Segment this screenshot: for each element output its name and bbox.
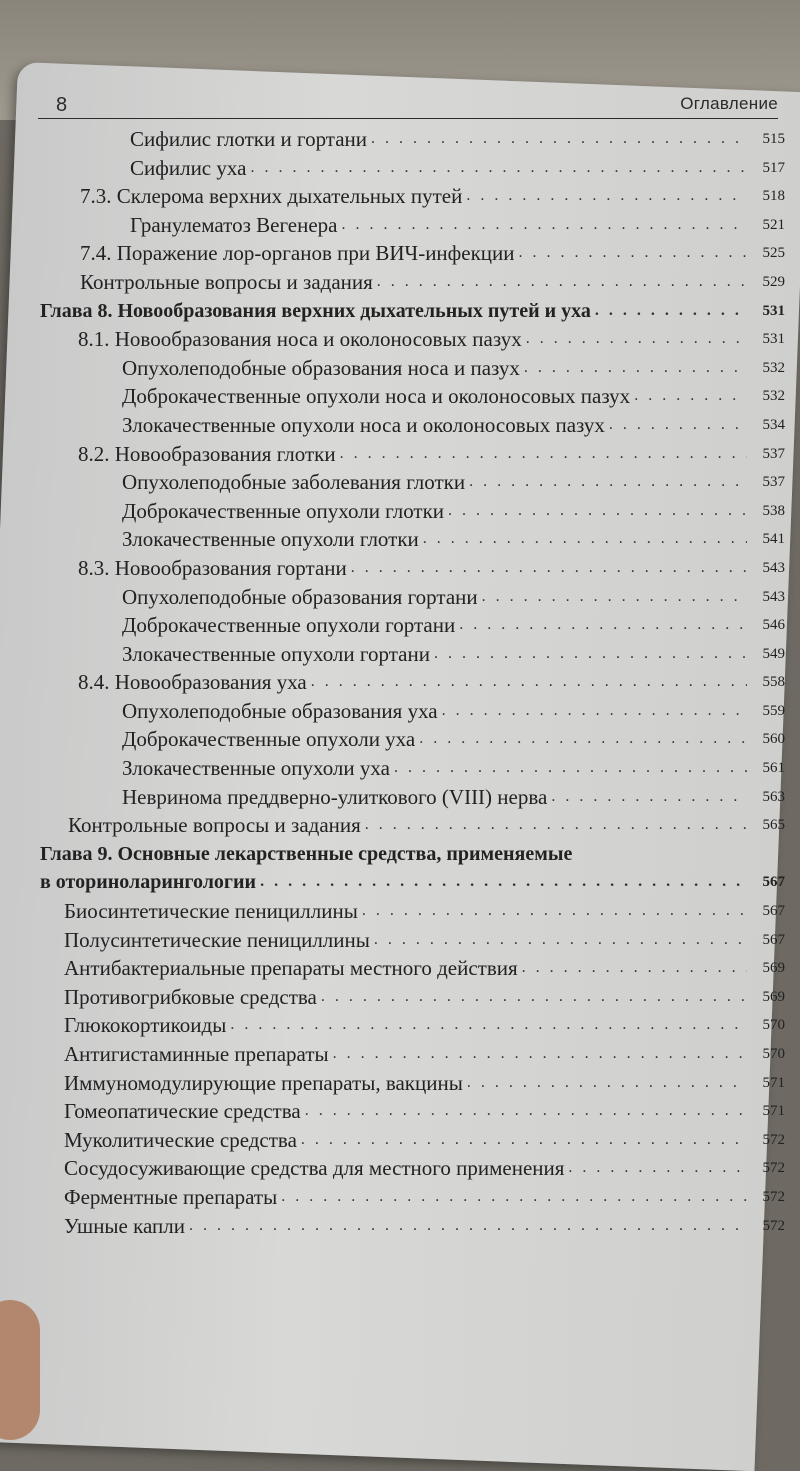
dot-leader: [340, 440, 747, 469]
toc-entry-page: 534: [762, 416, 785, 433]
toc-entry[interactable]: [40, 440, 785, 469]
toc-entry-title: Сосудосуживающие средства для местного применения: [64, 1156, 565, 1181]
toc-entry-page: 531: [762, 302, 785, 319]
dot-leader: [442, 697, 747, 726]
toc-entry-title: Злокачественные опухоли уха: [122, 756, 390, 781]
toc-entry-page: 546: [762, 617, 785, 634]
toc-entry-title: Контрольные вопросы и задания: [68, 813, 361, 838]
toc-entry[interactable]: [40, 525, 785, 554]
toc-entry-title: Глава 9. Основные лекарственные средства, применяемые: [40, 842, 573, 865]
toc-entry[interactable]: [40, 297, 785, 326]
toc-entry-page: 560: [762, 731, 785, 748]
toc-entry[interactable]: [40, 1154, 785, 1183]
dot-leader: [365, 811, 747, 840]
toc-entry[interactable]: [40, 897, 785, 926]
toc-entry-title: Муколитические средства: [64, 1127, 297, 1152]
toc-entry[interactable]: [40, 725, 785, 754]
dot-leader: [394, 754, 747, 783]
toc-entry-page: 561: [762, 760, 785, 777]
toc-entry-page: 517: [762, 159, 785, 176]
toc-entry-title: Глава 8. Новообразования верхних дыхательных путей и уха: [40, 299, 591, 322]
toc-entry-title: Биосинтетические пенициллины: [64, 899, 358, 924]
toc-entry-title: Злокачественные опухоли носа и околоносовых пазух: [122, 412, 605, 437]
toc-entry-title: Опухолеподобные образования гортани: [122, 584, 478, 609]
toc-entry[interactable]: [40, 554, 785, 583]
toc-entry[interactable]: [40, 325, 785, 354]
dot-leader: [595, 297, 747, 326]
toc-entry-page: 518: [762, 188, 785, 205]
toc-entry-page: 567: [762, 903, 785, 920]
toc-entry-page: 569: [762, 988, 785, 1005]
dot-leader: [448, 497, 747, 526]
toc-entry[interactable]: [40, 811, 785, 840]
toc-entry-page: 541: [762, 531, 785, 548]
toc-entry[interactable]: [40, 1126, 785, 1155]
dot-leader: [466, 182, 747, 211]
toc-entry[interactable]: [40, 1212, 785, 1241]
dot-leader: [371, 125, 747, 154]
toc-entry-page: 537: [762, 445, 785, 462]
toc-entry[interactable]: [40, 382, 785, 411]
toc-entry-page: 521: [762, 216, 785, 233]
toc-entry-title: 8.1. Новообразования носа и околоносовых пазух: [78, 327, 522, 352]
toc-entry-title: 7.3. Склерома верхних дыхательных путей: [80, 184, 463, 209]
toc-entry-title: Доброкачественные опухоли уха: [122, 727, 416, 752]
toc-entry-title: Противогрибковые средства: [64, 984, 317, 1009]
dot-leader: [568, 1154, 747, 1183]
toc-entry[interactable]: [40, 697, 785, 726]
toc-entry[interactable]: [40, 868, 785, 897]
toc-entry-title: Сифилис уха: [130, 155, 247, 180]
dot-leader: [524, 354, 747, 383]
toc-entry-page: 538: [762, 502, 785, 519]
toc-entry[interactable]: [40, 411, 785, 440]
dot-leader: [189, 1212, 747, 1241]
section-title: Оглавление: [680, 94, 778, 113]
toc-entry[interactable]: [40, 1011, 785, 1040]
toc-entry[interactable]: [40, 125, 785, 154]
running-header: [38, 88, 778, 119]
toc-entry-page: 558: [762, 674, 785, 691]
toc-entry[interactable]: [40, 154, 785, 183]
toc-entry-title: в оториноларингологии: [40, 871, 257, 894]
table-of-contents: [40, 125, 785, 1240]
toc-entry[interactable]: [40, 954, 785, 983]
toc-entry-title: Опухолеподобные образования уха: [122, 698, 438, 723]
toc-entry[interactable]: [40, 754, 785, 783]
toc-entry[interactable]: [40, 1040, 785, 1069]
toc-entry[interactable]: [40, 182, 785, 211]
dot-leader: [459, 611, 747, 640]
toc-entry-title: Злокачественные опухоли глотки: [122, 527, 419, 552]
toc-entry-page: 537: [762, 474, 785, 491]
dot-leader: [469, 468, 747, 497]
toc-entry-title: Доброкачественные опухоли глотки: [122, 498, 445, 523]
dot-leader: [301, 1126, 747, 1155]
dot-leader: [250, 154, 747, 183]
dot-leader: [467, 1069, 747, 1098]
thumb: [0, 1300, 40, 1440]
toc-entry-title: Опухолеподобные заболевания глотки: [122, 470, 466, 495]
toc-entry-title: 8.3. Новообразования гортани: [78, 555, 347, 580]
toc-entry[interactable]: [40, 668, 785, 697]
toc-entry-page: 549: [762, 645, 785, 662]
dot-leader: [423, 525, 747, 554]
toc-entry-page: 543: [762, 588, 785, 605]
toc-entry-page: 572: [762, 1217, 785, 1234]
toc-entry[interactable]: [40, 983, 785, 1012]
toc-entry[interactable]: [40, 354, 785, 383]
toc-entry-title: Гранулематоз Вегенера: [130, 212, 338, 237]
toc-entry-page: 570: [762, 1017, 785, 1034]
dot-leader: [311, 668, 747, 697]
dot-leader: [551, 783, 747, 812]
dot-leader: [634, 382, 747, 411]
dot-leader: [305, 1097, 747, 1126]
toc-entry[interactable]: [40, 640, 785, 669]
toc-entry-title: Контрольные вопросы и задания: [80, 269, 373, 294]
toc-entry[interactable]: [40, 468, 785, 497]
toc-entry[interactable]: [40, 1097, 785, 1126]
dot-leader: [351, 554, 747, 583]
toc-entry[interactable]: [40, 211, 785, 240]
toc-entry-title: Опухолеподобные образования носа и пазух: [122, 355, 520, 380]
toc-entry-title: Антигистаминные препараты: [64, 1042, 329, 1066]
toc-entry-title: Гомеопатические средства: [64, 1099, 301, 1124]
dot-leader: [434, 640, 747, 669]
toc-entry-page: 531: [762, 331, 785, 348]
toc-entry[interactable]: [40, 611, 785, 640]
dot-leader: [519, 239, 747, 268]
toc-entry-title: 8.2. Новообразования глотки: [78, 441, 336, 466]
toc-entry-title: Доброкачественные опухоли гортани: [122, 613, 456, 638]
toc-entry[interactable]: [40, 268, 785, 297]
toc-entry-page: 571: [762, 1074, 785, 1091]
toc-entry-title: 7.4. Поражение лор-органов при ВИЧ-инфекции: [80, 241, 515, 266]
toc-entry-page: 563: [762, 788, 785, 805]
dot-leader: [374, 926, 747, 955]
dot-leader: [230, 1011, 747, 1040]
toc-entry[interactable]: [40, 1069, 785, 1098]
toc-entry-page: 567: [762, 931, 785, 948]
toc-entry-page: 529: [762, 273, 785, 290]
toc-entry-page: 571: [762, 1103, 785, 1120]
dot-leader: [362, 897, 747, 926]
toc-entry-page: 525: [762, 245, 785, 262]
dot-leader: [342, 211, 748, 240]
toc-entry-title: Злокачественные опухоли гортани: [122, 641, 430, 666]
toc-entry[interactable]: [40, 1183, 785, 1212]
dot-leader: [281, 1183, 747, 1212]
toc-entry-page: 567: [762, 874, 785, 891]
dot-leader: [482, 583, 747, 612]
dot-leader: [377, 268, 747, 297]
toc-entry-title: Антибактериальные препараты местного действия: [64, 956, 518, 981]
toc-entry-page: 565: [762, 817, 785, 834]
toc-entry-title: Глюкокортикоиды: [64, 1013, 227, 1038]
toc-entry-page: 572: [762, 1160, 785, 1177]
dot-leader: [526, 325, 747, 354]
toc-entry[interactable]: [40, 783, 785, 812]
toc-entry-page: 572: [762, 1188, 785, 1205]
toc-entry-title: Ушные капли: [64, 1213, 185, 1238]
toc-entry-page: 559: [762, 702, 785, 719]
dot-leader: [260, 868, 747, 897]
toc-entry-title: Доброкачественные опухоли носа и околоносовых пазух: [122, 384, 631, 409]
toc-entry[interactable]: [40, 239, 785, 268]
toc-entry-page: 515: [762, 131, 785, 147]
toc-entry-page: 572: [762, 1131, 785, 1148]
dot-leader: [609, 411, 747, 440]
toc-entry-title: Невринома преддверно-улиткового (VIII) нерва: [122, 784, 548, 809]
toc-entry-page: 543: [762, 559, 785, 576]
toc-entry-page: 532: [762, 359, 785, 376]
toc-entry[interactable]: [40, 840, 785, 869]
toc-entry[interactable]: [40, 583, 785, 612]
dot-leader: [419, 725, 747, 754]
toc-entry-title: Полусинтетические пенициллины: [64, 927, 370, 952]
toc-entry[interactable]: [40, 926, 785, 955]
dot-leader: [522, 954, 747, 983]
toc-entry[interactable]: [40, 497, 785, 526]
page-number: 8: [56, 94, 68, 116]
toc-entry-title: Ферментные препараты: [64, 1184, 278, 1209]
toc-entry-title: Сифилис глотки и гортани: [130, 127, 368, 151]
toc-entry-title: 8.4. Новообразования уха: [78, 670, 307, 695]
toc-entry-page: 532: [762, 388, 785, 405]
toc-entry-title: Иммуномодулирующие препараты, вакцины: [64, 1070, 463, 1095]
dot-leader: [321, 983, 747, 1012]
toc-entry-page: 569: [762, 960, 785, 977]
dot-leader: [333, 1040, 747, 1069]
toc-entry-page: 570: [762, 1046, 785, 1062]
